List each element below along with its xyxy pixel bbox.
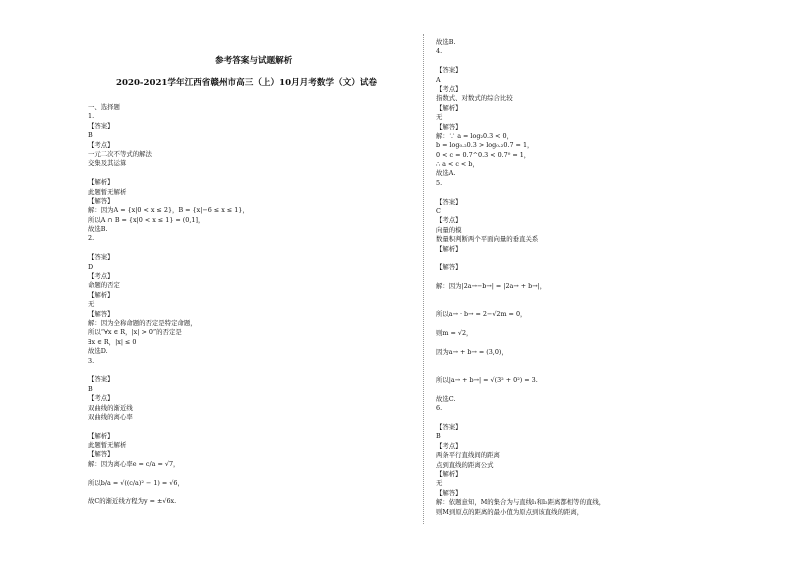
text-line: 因为a→ + b→ = (3,0)， (436, 347, 508, 356)
text-line (436, 339, 736, 348)
text-line (88, 169, 388, 178)
text-line (88, 422, 388, 431)
text-line: 2. (88, 234, 95, 243)
text-line: 解：因为|2a→−b→| = |2a→ + b→|， (436, 282, 547, 291)
text-line: 命题的否定 (88, 281, 120, 290)
text-line: 【解析】 (88, 178, 114, 187)
text-line (436, 254, 736, 263)
text-line: b = log₀.₂0.3 > log₀.₂0.7 = 1， (436, 141, 534, 150)
text-line: 所以A ∩ B = {x|0 < x ≤ 1} = (0,1]， (88, 215, 205, 224)
text-line: 【解析】 (88, 431, 114, 440)
text-line: 【答案】 (88, 375, 114, 384)
text-line: 【考点】 (88, 272, 114, 281)
text-line: 【答案】 (436, 423, 462, 432)
text-line: 故选D. (88, 347, 108, 356)
right-column (436, 38, 736, 517)
exam-title: 2020-2021学年江西省赣州市高三（上）10月月考数学（文）试卷 (116, 78, 378, 88)
text-line: 所以a→ · b→ = 2−√2m = 0， (436, 310, 527, 319)
text-line: 交集及其运算 (88, 159, 127, 168)
text-line: 【解析】 (436, 103, 462, 112)
text-line: 两条平行直线间的距离 (436, 451, 500, 460)
text-line (436, 367, 736, 376)
text-line: 双曲线的渐近线 (88, 403, 133, 412)
text-line: B (88, 384, 93, 393)
text-line (88, 469, 388, 478)
text-line: B (436, 432, 441, 441)
text-line: 解：因为A = {x|0 < x ≤ 2}，B = {x|−6 ≤ x ≤ 1}， (88, 206, 249, 215)
text-line: 此题暂无解析 (88, 187, 127, 196)
text-line: 【答案】 (88, 253, 114, 262)
text-line: 解：因为离心率e = c/a = √7， (88, 459, 180, 468)
text-line: 故C的渐近线方程为y = ±√6x. (88, 497, 177, 506)
text-line (436, 188, 736, 197)
text-line: 【解答】 (88, 309, 114, 318)
text-line: 【考点】 (436, 441, 462, 450)
text-line: C (436, 207, 441, 216)
text-line (436, 273, 736, 282)
text-line (436, 301, 736, 310)
text-line: 【答案】 (436, 197, 462, 206)
text-line: 【答案】 (88, 121, 114, 130)
text-line: 【答案】 (436, 66, 462, 75)
text-line: B (88, 131, 93, 140)
text-line: 则m = √2， (436, 329, 473, 338)
text-line (88, 366, 388, 375)
text-line: 数量积判断两个平面向量的垂直关系 (436, 235, 539, 244)
text-line: 1. (88, 112, 95, 121)
text-line: 【解答】 (436, 488, 462, 497)
text-line: 所以b/a = √((c/a)² − 1) = √6， (88, 478, 184, 487)
text-line: 解：∵ a = log₂0.3 < 0， (436, 131, 514, 140)
text-line: 【考点】 (88, 140, 114, 149)
text-line: 解：因为全称命题的否定是特定命题， (88, 318, 197, 327)
text-line: 【解答】 (88, 196, 114, 205)
text-line: 点到直线的距离公式 (436, 460, 494, 469)
text-line: 无 (436, 113, 443, 122)
text-line: D (88, 262, 94, 271)
text-line (436, 320, 736, 329)
text-line: 一、选择题 (88, 103, 120, 111)
text-line: 故选B. (88, 225, 108, 234)
text-line: 3. (88, 356, 95, 365)
text-line: 4. (436, 47, 443, 56)
text-line: A (436, 75, 441, 84)
text-line (436, 385, 736, 394)
text-line: 【考点】 (88, 394, 114, 403)
text-line: 【解答】 (88, 450, 114, 459)
text-line (436, 414, 736, 423)
text-line (88, 488, 388, 497)
text-line: 无 (88, 300, 95, 309)
text-line (436, 357, 736, 366)
text-line: 故选C. (436, 394, 456, 403)
text-line (88, 244, 388, 253)
page-title: 参考答案与试题解析 (215, 56, 293, 66)
text-line: 双曲线的离心率 (88, 412, 133, 421)
text-line: 【解析】 (436, 244, 462, 253)
text-line: 所以|a→ + b→| = √(3² + 0²) = 3. (436, 376, 538, 385)
text-line: 所以“∀x ∈ R，|x| > 0”的否定是 (88, 328, 182, 337)
text-line: 解：依题意知，M的集合为与直线l₁和l₂距离都相等的直线， (436, 498, 606, 507)
text-line: 向量的模 (436, 225, 462, 234)
text-line: ∃x ∈ R，|x| ≤ 0 (88, 337, 137, 346)
column-divider (423, 34, 424, 524)
text-line: 故选B. (436, 38, 456, 46)
text-line: 一元二次不等式的解法 (88, 149, 152, 158)
text-line: 则M到原点的距离的最小值为原点到该直线的距离， (436, 507, 584, 516)
text-line: 5. (436, 178, 443, 187)
text-line: 故选A. (436, 169, 456, 178)
text-line (436, 57, 736, 66)
text-line (436, 292, 736, 301)
text-line: 【考点】 (436, 84, 462, 93)
text-line: 无 (436, 479, 443, 488)
text-line: 【解答】 (436, 122, 462, 131)
text-line: 6. (436, 404, 443, 413)
text-line: 【解析】 (436, 469, 462, 478)
text-line: 指数式、对数式的综合比较 (436, 94, 513, 103)
text-line: 【考点】 (436, 216, 462, 225)
left-column (88, 103, 388, 507)
text-line: 此题暂无解析 (88, 441, 127, 450)
text-line: 【解析】 (88, 290, 114, 299)
text-line: 0 < c = 0.7^0.3 < 0.7⁰ = 1， (436, 150, 531, 159)
text-line: ∴ a < c < b， (436, 160, 479, 169)
text-line: 【解答】 (436, 263, 462, 272)
